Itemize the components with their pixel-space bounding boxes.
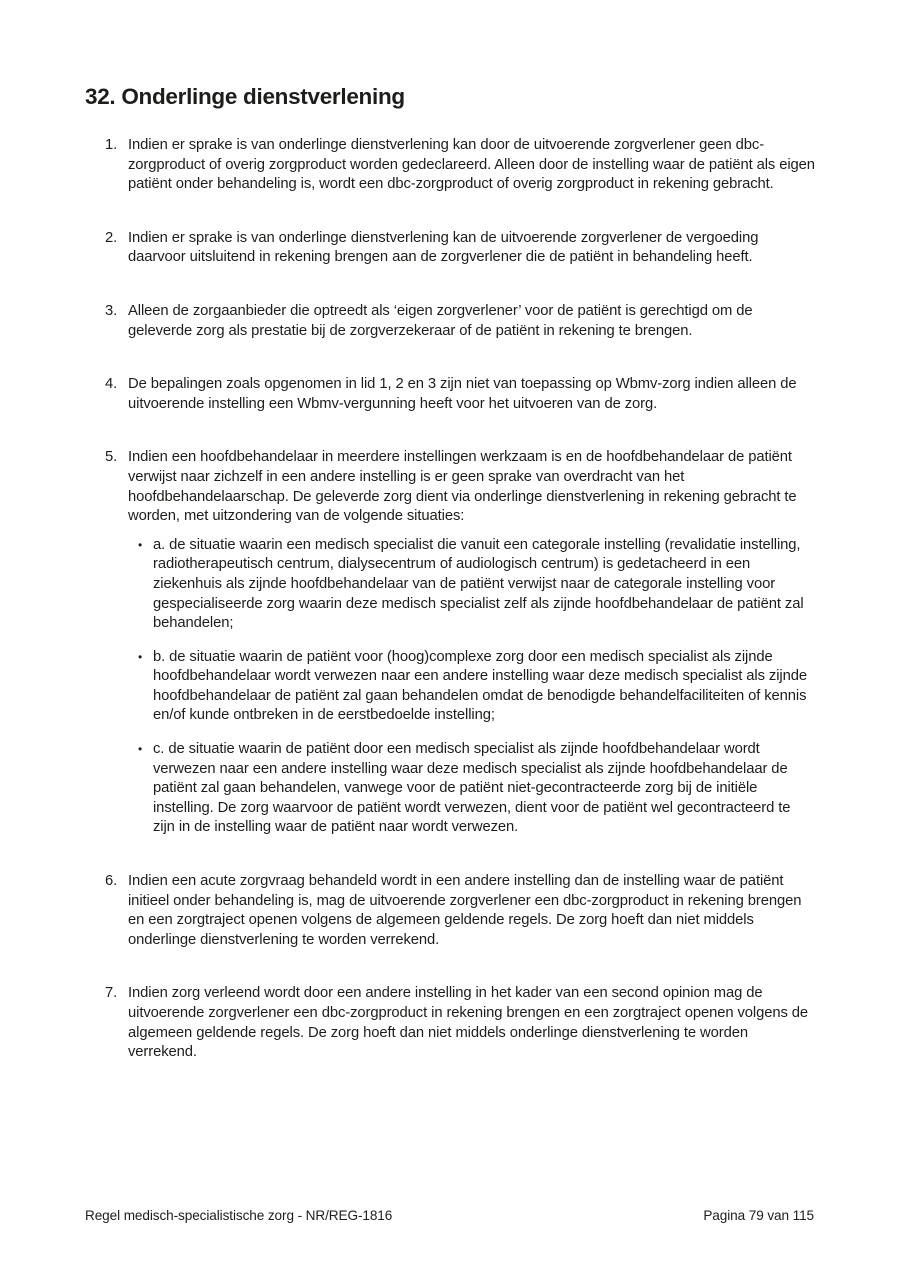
list-item-7 [85, 984, 816, 1062]
bullet-item-a [128, 536, 816, 634]
item-number: 2. [105, 229, 118, 246]
section-heading: 32. Onderlinge dienstverlening [85, 84, 405, 109]
bullet-icon: • [138, 649, 143, 664]
bullet-item-c [128, 740, 816, 838]
item-body [128, 448, 816, 838]
footer-document-title: Regel medisch-specialistische zorg - NR/REG-1816 [85, 1208, 393, 1223]
item-number: 1. [105, 137, 118, 153]
list-item-5 [85, 448, 816, 838]
bullet-text: c. de situatie waarin de patiënt door een medisch specialist als zijnde hoofdbehandelaar wordt verwezen naar een andere instelling waar deze medisch specialist als zijnde hoofdbehandelaar de patiënt zal gaan behandelen, vanwege voor de patiënt niet-gecontracteerde zorg bij de initiële instelling. De zorg waarvoor de patiënt wordt verwezen, dient voor de patiënt wel gecontracteerd te zijn in de instelling waar de patiënt naar wordt verwezen. [153, 741, 791, 836]
item-text: Alleen de zorgaanbieder die optreedt als ‘eigen zorgverlener’ voor de patiënt is gerechtigd om de geleverde zorg als prestatie bij de zorgverzekeraar of de patiënt in rekening te brengen. [128, 302, 753, 339]
bullet-icon: • [138, 742, 143, 757]
list-item-3 [85, 302, 816, 341]
bullet-text: a. de situatie waarin een medisch specialist die vanuit een categorale instelling (revalidatie instelling, radiotherapeutisch centrum, dialysecentrum of audiologisch centrum) is gedetacheerd in een ziekenhuis als zijnde hoofdbehandelaar van de patiënt verwijst naar de categorale instelling voor gespecialiseerde zorg waarin deze medisch specialist zelf als zijnde hoofdbehandelaar de patiënt zal behandelen; [153, 536, 804, 632]
list-item-2 [85, 229, 816, 268]
item-text: De bepalingen zoals opgenomen in lid 1, 2 en 3 zijn niet van toepassing op Wbmv-zorg indien alleen de uitvoerende instelling een Wbmv-vergunning heeft voor het uitvoeren van de zorg. [128, 376, 797, 412]
list-item-1 [85, 136, 816, 195]
item-number: 3. [105, 302, 118, 319]
bullet-text: b. de situatie waarin de patiënt voor (hoog)complexe zorg door een medisch specialist als zijnde hoofdbehandelaar wordt verwezen naar een andere instelling waar deze medisch specialist als zijnde hoofdbehandelaar de patiënt zal gaan behandelen omdat de benodigde behandelfaciliteiten of kennis en/of kunde ontbreken in de eerstbedoelde instelling; [153, 648, 807, 724]
item-text: Indien zorg verleend wordt door een andere instelling in het kader van een second opinion mag de uitvoerende zorgverlener een dbc-zorgproduct in rekening brengen en een zorgtraject openen volgens de algemeen geldende regels. De zorg hoeft dan niet middels onderlinge dienstverlening te worden verrekend. [128, 985, 809, 1061]
page-footer [85, 1207, 814, 1224]
item-number: 7. [105, 985, 118, 1002]
item-text: Indien een hoofdbehandelaar in meerdere instellingen werkzaam is en de hoofdbehandelaar de patiënt verwijst naar zichzelf in een andere instelling is er geen sprake van overdracht van het hoofdbehandelaarschap. De geleverde zorg dient via onderlinge dienstverlening in rekening gebracht te worden, met uitzondering van de volgende situaties: [128, 449, 797, 525]
bullet-item-b [128, 648, 816, 726]
item-text: Indien een acute zorgvraag behandeld wordt in een andere instelling dan de instelling waar de patiënt initieel onder behandeling is, mag de uitvoerende zorgverlener een dbc-zorgproduct in rekening brengen en een zorgtraject openen volgens de algemeen geldende regels. De zorg hoeft dan niet middels onderlinge dienstverlening te worden verrekend. [128, 873, 802, 948]
sub-bullet-list [128, 536, 816, 838]
list-item-6 [85, 872, 816, 950]
list-item-4 [85, 375, 816, 414]
numbered-list [85, 136, 816, 1063]
item-number: 5. [105, 449, 118, 466]
item-number: 6. [105, 873, 118, 890]
item-text: Indien er sprake is van onderlinge dienstverlening kan door de uitvoerende zorgverlener geen dbc-zorgproduct of overig zorgproduct worden gedeclareerd. Alleen door de instelling waar de patiënt als eigen patiënt onder behandeling is, wordt een dbc-zorgproduct of overig zorgproduct in rekening gebracht. [128, 137, 815, 193]
bullet-icon: • [138, 537, 143, 552]
page-content [85, 84, 816, 1097]
item-number: 4. [105, 376, 118, 393]
item-text: Indien er sprake is van onderlinge dienstverlening kan de uitvoerende zorgverlener de vergoeding daarvoor uitsluitend in rekening brengen aan de zorgverlener die de patiënt in behandeling heeft. [128, 229, 759, 266]
footer-page-number: Pagina 79 van 115 [703, 1208, 814, 1223]
